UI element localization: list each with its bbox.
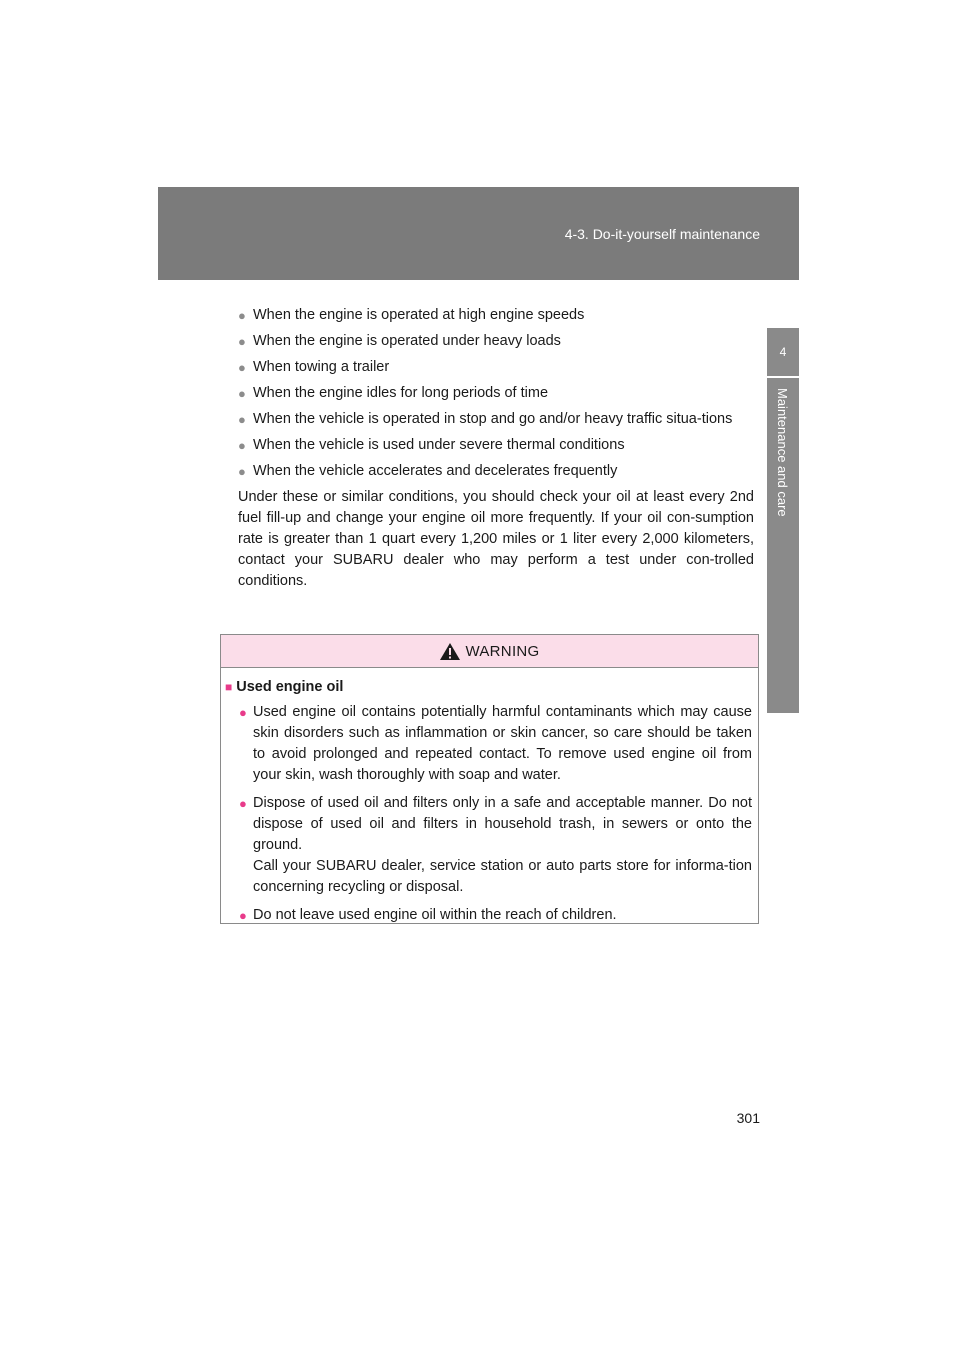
list-item: ● Used engine oil contains potentially harmful contaminants which may cause skin disorders such as inflammation or skin cancer, so care should be taken to avoid prolonged and repeated contact. To remove used engine oil from your skin, wash thoroughly with soap and water. [239, 704, 752, 783]
list-item: ● When the vehicle accelerates and decelerates frequently [238, 461, 754, 482]
list-item: ● When the vehicle is used under severe thermal conditions [238, 435, 754, 456]
bullet-icon: ● [239, 705, 247, 720]
bullet-icon: ● [238, 412, 246, 427]
warning-title: WARNING [465, 642, 540, 660]
bullet-icon: ● [238, 360, 246, 375]
list-item: ● When the engine idles for long periods of time [238, 383, 754, 404]
list-item: ● When the vehicle is operated in stop and go and/or heavy traffic situa-tions [238, 409, 754, 430]
body-paragraph: Under these or similar conditions, you should check your oil at least every 2nd fuel fill-up and change your engine oil more frequently. If your oil con-sumption rate is greater than 1 quart every 1,200 miles or 1 liter every 2,000 kilometers, contact your SUBARU dealer who may perform a test under con-trolled conditions. [238, 489, 754, 589]
square-bullet-icon: ■ [225, 680, 233, 694]
bullet-icon: ● [238, 438, 246, 453]
warning-box [220, 634, 759, 924]
list-item: ● Dispose of used oil and filters only in a safe and acceptable manner. Do not dispose of used oil and filters in household trash, in sewers or onto the ground. Call your SUBARU dealer, service station or auto parts store for informa-tion concerning recycling or disposal. [239, 795, 752, 895]
chapter-tab [767, 378, 799, 713]
bullet-icon: ● [238, 308, 246, 323]
header-bar [158, 187, 799, 280]
bullet-icon: ● [239, 908, 247, 923]
chapter-number-tab: 4 [767, 328, 799, 376]
list-item: ● When the engine is operated under heavy loads [238, 331, 754, 352]
chapter-tab-label: Maintenance and care [775, 388, 790, 517]
bullet-icon: ● [238, 464, 246, 479]
bullet-icon: ● [239, 796, 247, 811]
section-title: 4-3. Do-it-yourself maintenance [564, 226, 760, 242]
page-number: 301 [736, 1110, 760, 1126]
bullet-icon: ● [238, 334, 246, 349]
conditions-list [238, 305, 754, 482]
list-item: ● When towing a trailer [238, 357, 754, 378]
main-content [238, 305, 754, 592]
warning-subheading: ■ Used engine oil [225, 679, 344, 695]
list-item: ● When the engine is operated at high engine speeds [238, 305, 754, 326]
warning-list [225, 702, 752, 926]
bullet-icon: ● [238, 386, 246, 401]
warning-body [221, 668, 758, 926]
warning-triangle-icon [439, 642, 461, 661]
list-item: ● Do not leave used engine oil within the reach of children. [239, 905, 752, 926]
warning-header [221, 635, 758, 668]
